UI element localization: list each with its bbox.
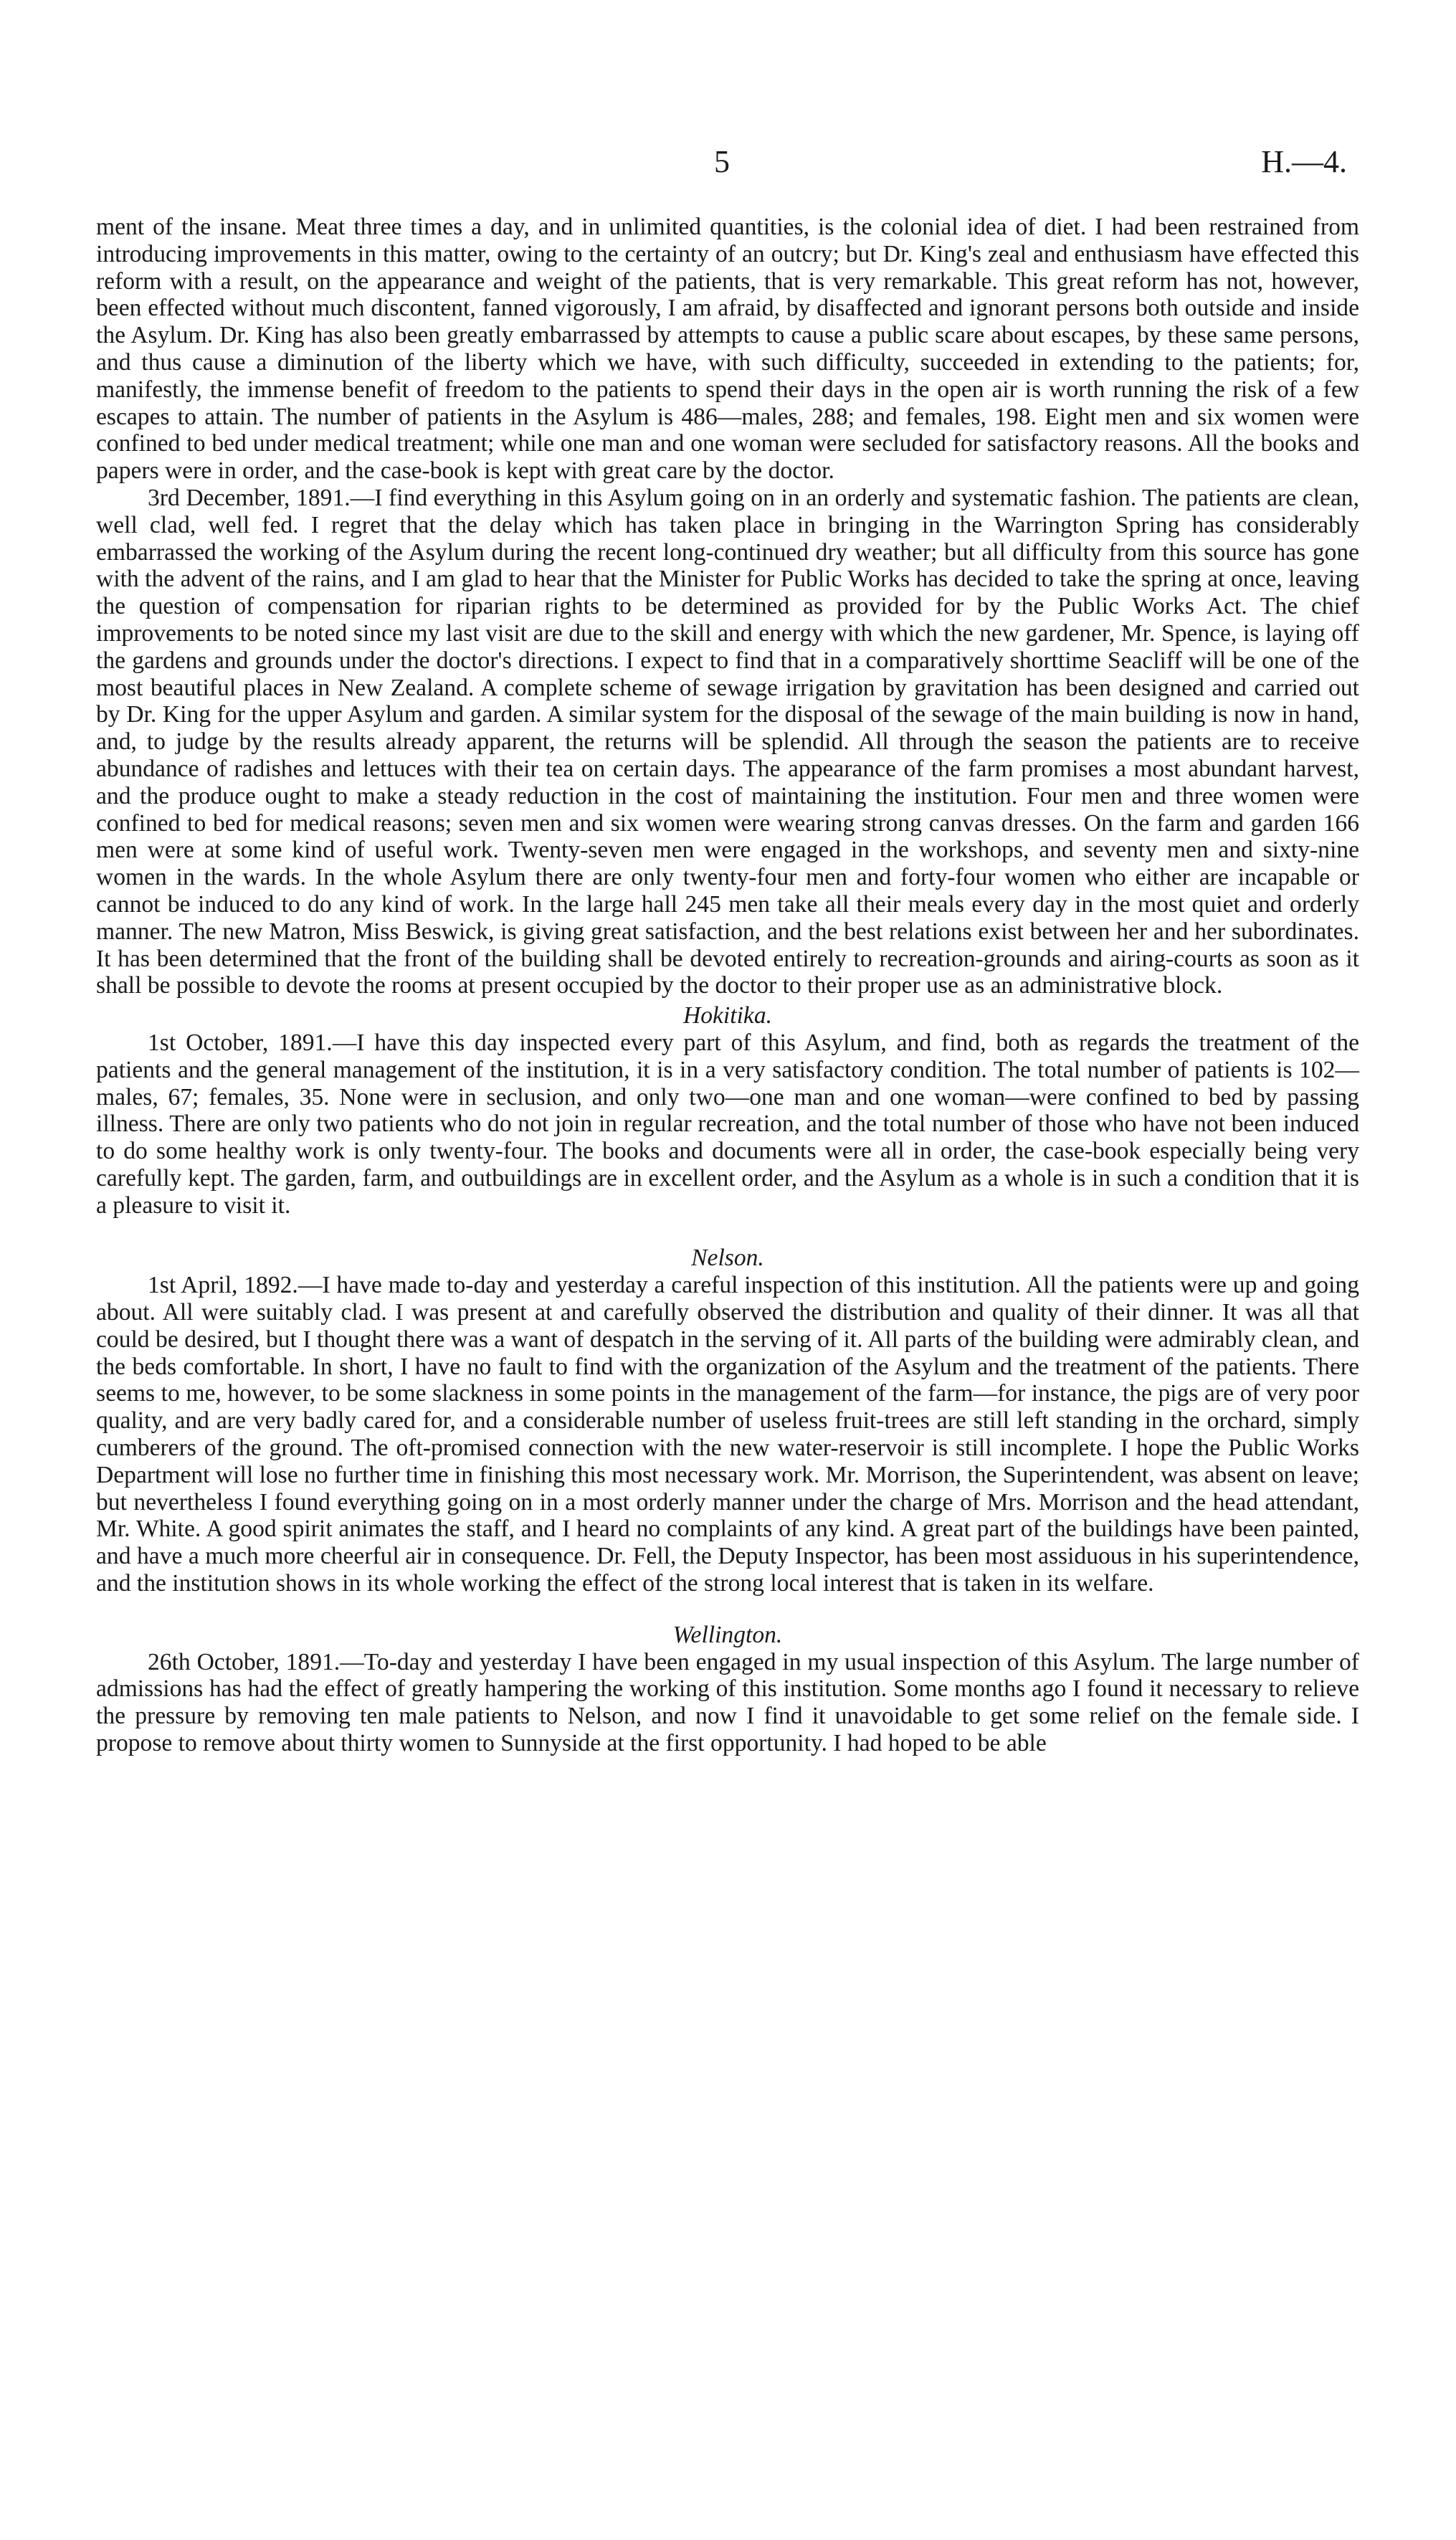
report-body: [96, 214, 1359, 1757]
heading-nelson: Nelson.: [691, 1245, 764, 1272]
page-number: 5: [714, 144, 730, 179]
heading-hokitika: Hokitika.: [682, 1002, 773, 1029]
paragraph-seacliff-december: 3rd December, 1891.—I find everything in this Asylum going on in an orderly and systematic fashion. The patients are clean, well clad, well fed. I regret that the delay which has taken place in bringing in the Warrington Spring has considerably embarrassed the working of the Asylum during the recent long-continued dry weather; but all difficulty from this source has gone with the advent of the rains, and I am glad to hear that the Minister for Public Works has decided to take the spring at once, leaving the question of compensation for riparian rights to be determined as provided for by the Public Works Act. The chief improvements to be noted since my last visit are due to the skill and energy with which the new gardener, Mr. Spence, is laying off the gardens and grounds under the doctor's directions. I expect to find that in a comparatively shorttime Seacliff will be one of the most beautiful places in New Zealand. A complete scheme of sewage irrigation by gravitation has been designed and carried out by Dr. King for the upper Asylum and garden. A similar system for the disposal of the sewage of the main building is now in hand, and, to judge by the results already apparent, the returns will be splendid. All through the season the patients are to receive abundance of radishes and lettuces with their tea on certain days. The appearance of the farm promises a most abundant harvest, and the produce ought to make a steady reduction in the cost of maintaining the institution. Four men and three women were confined to bed for medical reasons; seven men and six women were wearing strong canvas dresses. On the farm and garden 166 men were at some kind of useful work. Twenty-seven men were engaged in the workshops, and seventy men and sixty-nine women in the wards. In the whole Asylum there are only twenty-four men and forty-four women who either are incapable or cannot be induced to do any kind of work. In the large hall 245 men take all their meals every day in the most quiet and orderly manner. The new Matron, Miss Beswick, is giving great satisfaction, and the best relations exist between her and her subordinates. It has been determined that the front of the building shall be devoted entirely to recreation-grounds and airing-courts as soon as it shall be possible to devote the rooms at present occupied by the doctor to their proper use as an administrative block.: [96, 484, 1359, 999]
page-header: [0, 141, 1456, 184]
paragraph-seacliff-continued: ment of the insane. Meat three times a day, and in unlimited quantities, is the colonial idea of diet. I had been restrained from introducing improvements in this matter, owing to the certainty of an outcry; but Dr. King's zeal and enthusiasm have effected this reform with a result, on the appearance and weight of the patients, that is very remarkable. This great reform has not, however, been effected without much discontent, fanned vigorously, I am afraid, by disaffected and ignorant persons both outside and inside the Asylum. Dr. King has also been greatly embarrassed by attempts to cause a public scare about escapes, by these same persons, and thus cause a diminution of the liberty which we have, with such difficulty, succeeded in extending to the patients; for, manifestly, the immense benefit of freedom to the patients to spend their days in the open air is worth running the risk of a few escapes to attain. The number of patients in the Asylum is 486—males, 288; and females, 198. Eight men and six women were confined to bed under medical treatment; while one man and one woman were secluded for satisfactory reasons. All the books and papers were in order, and the case-book is kept with great care by the doctor.: [96, 214, 1359, 485]
paragraph-nelson: 1st April, 1892.—I have made to-day and yesterday a careful inspection of this institution. All the patients were up and going about. All were suitably clad. I was present at and carefully observed the distribution and quality of their dinner. It was all that could be desired, but I thought there was a want of despatch in the serving of it. All parts of the building were admirably clean, and the beds comfortable. In short, I have no fault to find with the organization of the Asylum and the treatment of the patients. There seems to me, however, to be some slackness in some points in the management of the farm—for instance, the pigs are of very poor quality, and are very badly cared for, and a considerable number of useless fruit-trees are still left standing in the orchard, simply cumberers of the ground. The oft-promised connection with the new water-reservoir is still incomplete. I hope the Public Works Department will lose no further time in finishing this most necessary work. Mr. Morrison, the Superintendent, was absent on leave; but nevertheless I found everything going on in a most orderly manner under the charge of Mrs. Morrison and the head attendant, Mr. White. A good spirit animates the staff, and I heard no complaints of any kind. A great part of the buildings have been painted, and have a much more cheerful air in consequence. Dr. Fell, the Deputy Inspector, has been most assiduous in his superintendence, and the institution shows in its whole working the effect of the strong local interest that is taken in its welfare.: [96, 1272, 1359, 1597]
paragraph-hokitika: 1st October, 1891.—I have this day inspected every part of this Asylum, and find, both as regards the treatment of the patients and the general management of the institution, it is in a very satisfactory condition. The total number of patients is 102—males, 67; females, 35. None were in seclusion, and only two—one man and one woman—were confined to bed by passing illness. There are only two patients who do not join in regular recreation, and the total number of those who have not been induced to do some healthy work is only twenty-four. The books and documents were all in order, the case-book especially being very carefully kept. The garden, farm, and outbuildings are in excellent order, and the Asylum as a whole is in such a condition that it is a pleasure to visit it.: [96, 1029, 1359, 1219]
heading-wellington: Wellington.: [672, 1621, 783, 1648]
paragraph-wellington: 26th October, 1891.—To-day and yesterday I have been engaged in my usual inspection of this Asylum. The large number of admissions has had the effect of greatly hampering the working of this institution. Some months ago I found it necessary to relieve the pressure by removing ten male patients to Nelson, and now I find it unavoidable to get some relief on the female side. I propose to remove about thirty women to Sunnyside at the first opportunity. I had hoped to be able: [96, 1648, 1359, 1757]
document-reference: H.—4.: [1261, 144, 1347, 179]
